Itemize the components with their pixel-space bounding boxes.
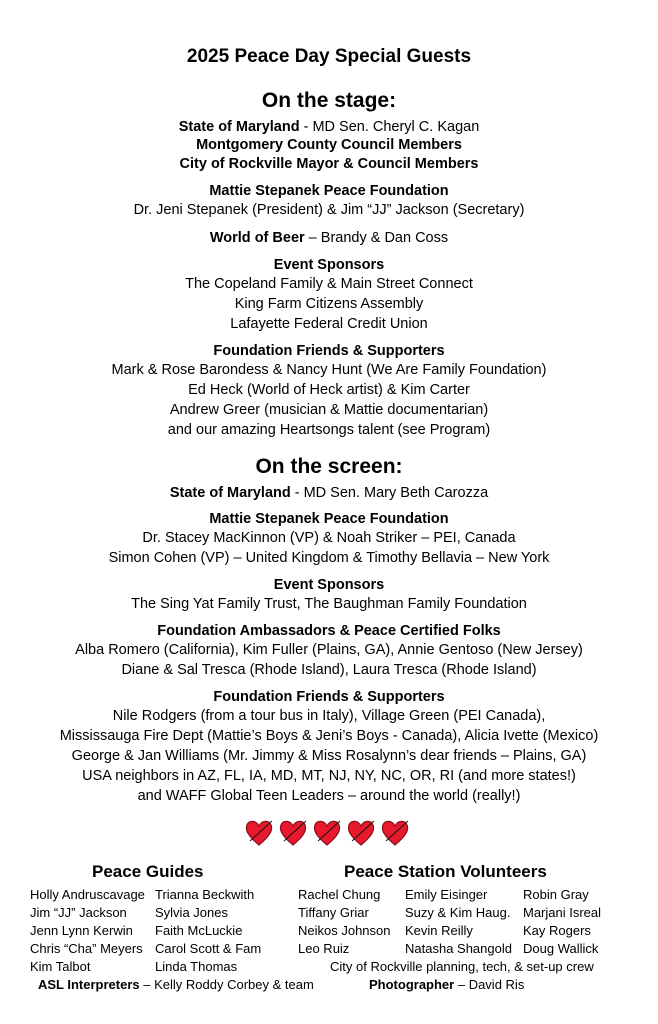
volunteers-column-1: [298, 887, 391, 957]
screen-friend: USA neighbors in AZ, FL, IA, MD, MT, NJ, NY, NC, OR, RI (and more states!): [82, 768, 576, 784]
guide-name: Sylvia Jones: [155, 905, 228, 920]
stage-friend: Ed Heck (World of Heck artist) & Kim Carter: [188, 382, 470, 398]
asl-interpreters: ASL Interpreters – Kelly Roddy Corbey & team: [38, 977, 314, 992]
guide-name: Chris “Cha” Meyers: [30, 941, 143, 956]
guide-name: Faith McLuckie: [155, 923, 243, 938]
screen-friend: George & Jan Williams (Mr. Jimmy & Miss Rosalynn’s dear friends – Plains, GA): [71, 748, 587, 764]
guide-name: Trianna Beckwith: [155, 887, 255, 902]
volunteers-column-2: [405, 887, 512, 957]
volunteer-name: Tiffany Griar: [298, 905, 369, 920]
volunteer-name: Kay Rogers: [523, 923, 591, 938]
screen-ambassador: Diane & Sal Tresca (Rhode Island), Laura Tresca (Rhode Island): [121, 662, 537, 678]
hearts-decoration: [244, 817, 414, 847]
guide-name: Holly Andruscavage: [30, 887, 145, 902]
stage-sponsor: Lafayette Federal Credit Union: [230, 316, 428, 332]
volunteers-column-3: [523, 887, 601, 957]
peace-guides-heading: Peace Guides: [92, 862, 204, 881]
screen-msp-heading: Mattie Stepanek Peace Foundation: [209, 511, 449, 527]
screen-heading: On the screen:: [255, 455, 403, 478]
stage-wob-line: World of Beer – Brandy & Dan Coss: [209, 230, 449, 246]
volunteer-name: Neikos Johnson: [298, 923, 391, 938]
screen-friend: and WAFF Global Teen Leaders – around the world (really!): [137, 788, 521, 804]
screen-md-line: State of Maryland - MD Sen. Mary Beth Carozza: [169, 485, 489, 501]
stage-friends-heading: Foundation Friends & Supporters: [213, 343, 445, 359]
guide-name: Carol Scott & Fam: [155, 941, 262, 956]
volunteer-name: Marjani Isreal: [523, 905, 602, 920]
volunteer-name: Robin Gray: [523, 887, 589, 902]
guide-name: Kim Talbot: [30, 959, 91, 974]
screen-friend: Mississauga Fire Dept (Mattie’s Boys & Jeni’s Boys - Canada), Alicia Ivette (Mexico): [59, 728, 599, 744]
screen-friends-heading: Foundation Friends & Supporters: [213, 689, 445, 705]
stage-msp-line: Dr. Jeni Stepanek (President) & Jim “JJ” Jackson (Secretary): [133, 202, 525, 218]
stage-friend: Andrew Greer (musician & Mattie documentarian): [169, 402, 489, 418]
volunteer-name: Suzy & Kim Haug.: [405, 905, 511, 920]
screen-ambassadors-heading: Foundation Ambassadors & Peace Certified Folks: [157, 623, 501, 639]
page-title: 2025 Peace Day Special Guests: [186, 46, 472, 67]
stage-sponsor: The Copeland Family & Main Street Connect: [185, 276, 473, 292]
volunteer-name: Natasha Shangold: [405, 941, 512, 956]
stage-sponsors-heading: Event Sponsors: [273, 257, 385, 273]
screen-msp-line: Simon Cohen (VP) – United Kingdom & Timothy Bellavia – New York: [108, 550, 550, 566]
guide-name: Jenn Lynn Kerwin: [30, 923, 133, 938]
screen-friend: Nile Rodgers (from a tour bus in Italy), Village Green (PEI Canada),: [112, 708, 546, 724]
screen-sponsors-heading: Event Sponsors: [273, 577, 385, 593]
volunteer-name: Leo Ruiz: [298, 941, 350, 956]
volunteer-name: Kevin Reilly: [405, 923, 473, 938]
volunteer-name: Emily Eisinger: [405, 887, 488, 902]
guide-name: Jim “JJ” Jackson: [30, 905, 127, 920]
guides-column-2: [155, 887, 261, 975]
photographer: Photographer – David Ris: [369, 977, 525, 992]
stage-friend: Mark & Rose Barondess & Nancy Hunt (We Are Family Foundation): [111, 362, 547, 378]
stage-md-line: State of Maryland - MD Sen. Cheryl C. Kagan: [178, 119, 480, 135]
guides-column-1: [30, 887, 145, 975]
volunteer-name: Doug Wallick: [523, 941, 599, 956]
stage-heading: On the stage:: [261, 89, 397, 112]
volunteer-name: Rachel Chung: [298, 887, 381, 902]
volunteers-crew: City of Rockville planning, tech, & set-up crew: [330, 959, 594, 974]
screen-sponsors-line: The Sing Yat Family Trust, The Baughman Family Foundation: [131, 596, 527, 612]
screen-msp-line: Dr. Stacey MacKinnon (VP) & Noah Striker – PEI, Canada: [142, 530, 516, 546]
stage-msp-heading: Mattie Stepanek Peace Foundation: [209, 183, 449, 199]
stage-friend: and our amazing Heartsongs talent (see Program): [167, 422, 491, 438]
stage-montgomery: Montgomery County Council Members: [196, 137, 462, 153]
stage-rockville: City of Rockville Mayor & Council Members: [179, 156, 479, 172]
screen-ambassador: Alba Romero (California), Kim Fuller (Plains, GA), Annie Gentoso (New Jersey): [75, 642, 583, 658]
stage-sponsor: King Farm Citizens Assembly: [234, 296, 424, 312]
guide-name: Linda Thomas: [155, 959, 238, 974]
volunteers-heading: Peace Station Volunteers: [344, 862, 547, 881]
